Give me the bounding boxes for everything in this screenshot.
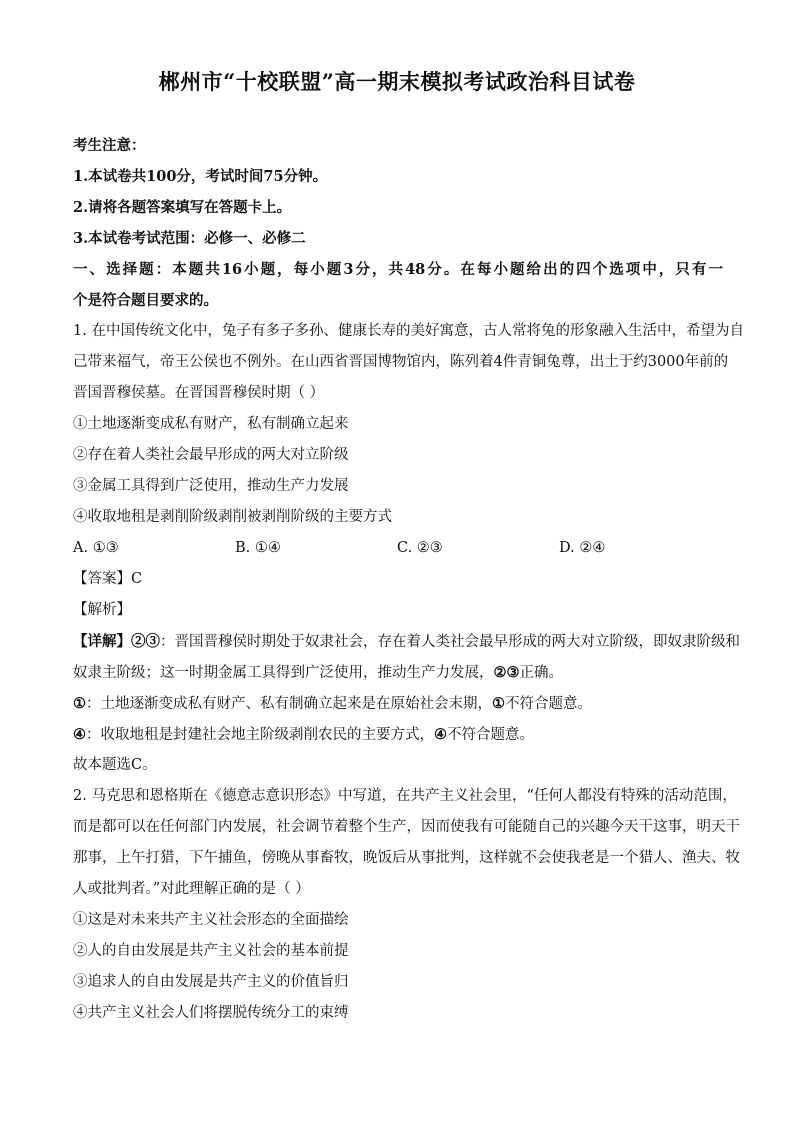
question-stem: 人或批判者。”对此理解正确的是（ ） [73, 881, 310, 897]
statement: ②人的自由发展是共产主义社会的基本前提 [73, 943, 349, 959]
detail-text: 不符合题意。 [505, 696, 592, 712]
answer-line: 【答案】C [73, 571, 143, 587]
question-stem: 己带来福气，帝王公侯也不例外。在山西省晋国博物馆内，陈列着4件青铜兔尊，出土于约3000年前的 [73, 354, 729, 370]
option-d: D. ②④ [559, 540, 606, 556]
detail-line [73, 719, 723, 750]
notice-item: 1.本试卷共100分，考试时间75分钟。 [73, 168, 328, 185]
section-heading-cont: 个是符合题目要求的。 [73, 292, 218, 309]
detail-text: 奴隶主阶级；这一时期金属工具得到广泛使用，推动生产力发展， [73, 665, 494, 681]
notice-item: 2.请将各题答案填写在答题卡上。 [73, 199, 292, 216]
detail-text: 不符合题意。 [447, 727, 534, 743]
section-heading: 一、选择题：本题共16小题，每小题3分，共48分。在每小题给出的四个选项中，只有一 [73, 261, 723, 278]
statement: ①这是对未来共产主义社会形态的全面描绘 [73, 912, 349, 928]
question-stem: 2. 马克思和恩格斯在《德意志意识形态》中写道，在共产主义社会里，“任何人都没有特殊的活动范围， [73, 788, 737, 804]
notice-item: 3.本试卷考试范围：必修一、必修二 [73, 230, 306, 247]
question-stem: 1. 在中国传统文化中，兔子有多子多孙、健康长寿的美好寓意，古人常将兔的形象融入生活中，希望为自 [73, 323, 744, 339]
option-b: B. ①④ [235, 540, 281, 556]
question-stem: 晋国晋穆侯墓。在晋国晋穆侯时期（ ） [73, 385, 325, 401]
detail-mark: ④ [73, 726, 86, 743]
detail-text: ：土地逐渐变成私有财产、私有制确立起来是在原始社会末期， [86, 696, 492, 712]
exam-content [73, 130, 744, 1029]
statement: ①土地逐渐变成私有财产，私有制确立起来 [73, 416, 349, 432]
detail-text: 正确。 [519, 665, 563, 681]
option-c: C. ②③ [397, 540, 443, 556]
detail-mark: ① [492, 695, 505, 712]
detail-text: ：晋国晋穆侯时期处于奴隶社会，存在着人类社会最早形成的两大对立阶级，即奴隶阶级和 [160, 634, 740, 650]
detail-line [73, 657, 723, 688]
detail-lead: 【详解】②③ [73, 633, 160, 650]
detail-line [73, 688, 723, 719]
statement: ④共产主义社会人们将摆脱传统分工的束缚 [73, 1005, 349, 1021]
notice-heading: 考生注意： [73, 137, 146, 154]
answer-options [73, 533, 723, 564]
detail-text: ：收取地租是封建社会地主阶级剥削农民的主要方式， [86, 727, 434, 743]
analysis-label: 【解析】 [73, 602, 131, 618]
detail-mark: ① [73, 695, 86, 712]
conclusion: 故本题选C。 [73, 757, 157, 773]
option-a: A. ①③ [73, 540, 119, 556]
detail-mark: ②③ [493, 664, 520, 681]
detail-mark: ④ [434, 726, 447, 743]
statement: ④收取地租是剥削阶级剥削被剥削阶级的主要方式 [73, 509, 392, 525]
question-stem: 而是都可以在任何部门内发展，社会调节着整个生产，因而使我有可能随自己的兴趣今天干这事，明天干 [73, 819, 740, 835]
question-2 [73, 781, 740, 1029]
statement: ②存在着人类社会最早形成的两大对立阶级 [73, 447, 349, 463]
detail-line [73, 626, 740, 657]
statement: ③金属工具得到广泛使用，推动生产力发展 [73, 478, 349, 494]
question-stem: 那事，上午打猎，下午捕鱼，傍晚从事畜牧，晚饭后从事批判，这样就不会使我老是一个猎人、渔夫、牧 [73, 850, 740, 866]
question-1 [73, 316, 744, 781]
statement: ③追求人的自由发展是共产主义的价值旨归 [73, 974, 349, 990]
page-title: 郴州市“十校联盟”高一期末模拟考试政治科目试卷 [158, 69, 636, 94]
